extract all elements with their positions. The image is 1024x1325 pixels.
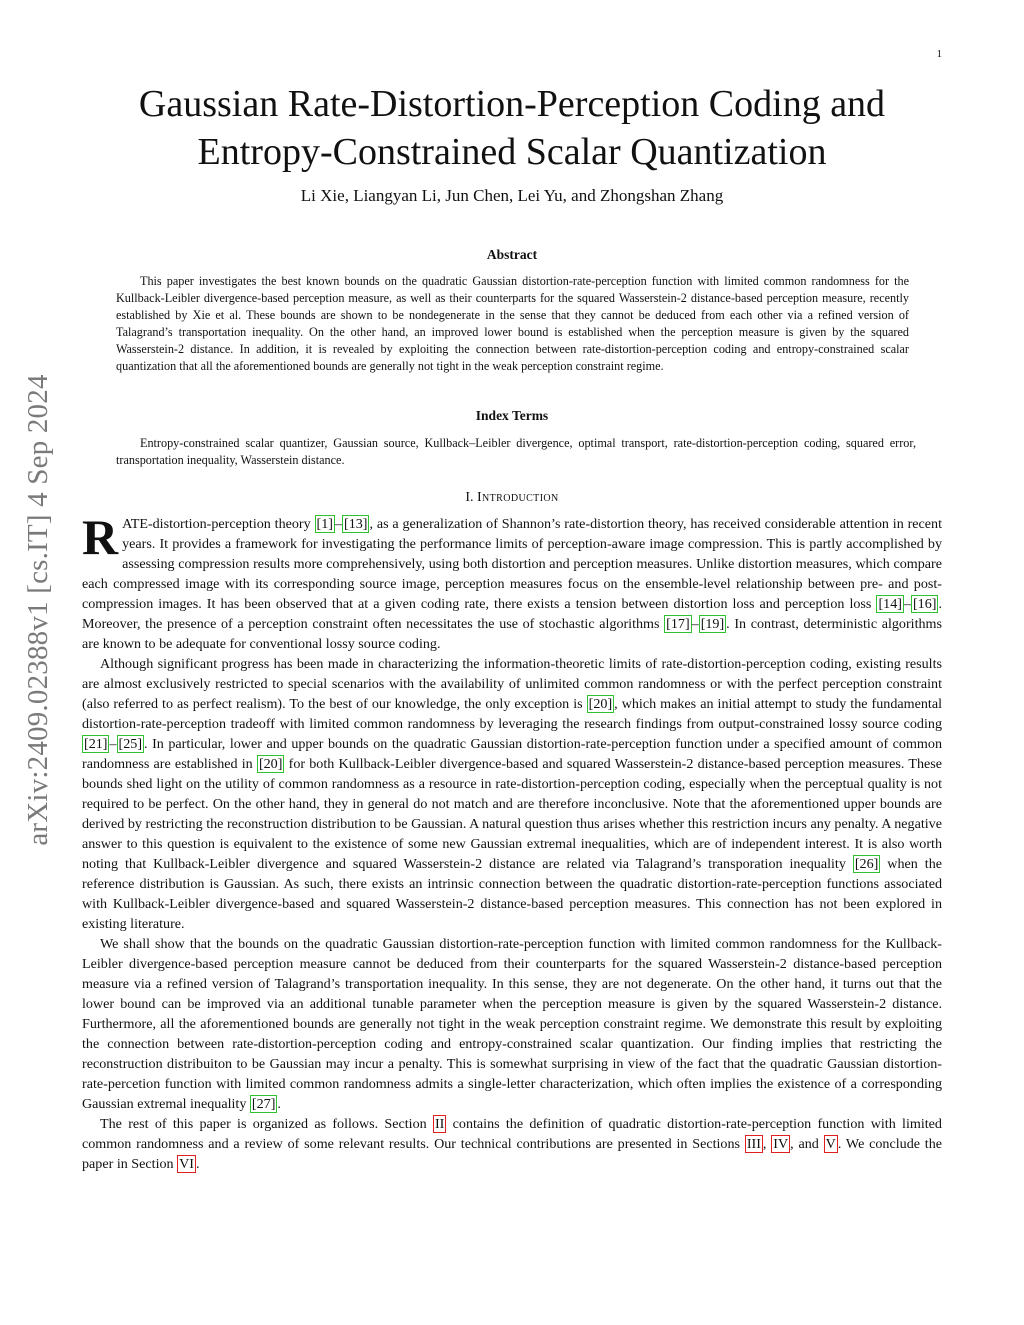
drop-cap: R xyxy=(82,509,119,565)
abstract-text: This paper investigates the best known bounds on the quadratic Gaussian distortion-rate-perception function with limited common randomness for the Kullback-Leibler divergence-based perception measure, as well as their counterparts for the squared Wasserstein-2 distance-based perception measure, recently established by Xie et al. These bounds are shown to be nondegenerate in the sense that they cannot be deduced from each other via a refined version of Talagrand’s transportation inequality. On the other hand, an improved lower bound is established when the perception measure is given by the squared Wasserstein-2 distance. In addition, it is revealed by exploiting the connection between rate-distortion-perception coding and entropy-constrained scalar quantization that all the aforementioned bounds are generally not tight in the weak perception constraint regime. xyxy=(116,274,909,373)
section-link[interactable]: II xyxy=(434,1116,445,1132)
citation-link[interactable]: [19] xyxy=(700,616,725,632)
text-run: Although significant progress has been made in characterizing the information-theoretic limits of rate-distortion-perception coding, existing results are almost exclusively restricted to special scenarios with the availability of unlimited common randomness or with the perfect perception constraint (also referred to as perfect realism). To the best of our knowledge, the only exception is xyxy=(82,656,942,712)
citation-link[interactable]: [20] xyxy=(588,696,613,712)
text-run: , as a generalization of Shannon’s rate-distortion theory, has received considerable attention in recent years. It provides a framework for investigating the performance limits of perception-aware image compression. This is partly accomplished by assessing compression results more comprehensively, using both distortion and perception measures. Unlike distortion measures, which compare each compressed image with its corresponding source image, perception measures focus on the ensemble-level relationship between pre- and post-compression images. It has been observed that at a given coding rate, there exists a tension between distortion loss and perception loss xyxy=(82,516,943,612)
intro-paragraph-1 xyxy=(82,509,943,654)
text-run: , which makes an initial attempt to study the fundamental distortion-rate-perception tradeoff with limited common randomness by leveraging the research findings from output-constrained lossy source coding xyxy=(82,696,942,732)
section-title: Introduction xyxy=(476,490,559,505)
citation-link[interactable]: [27] xyxy=(251,1096,276,1112)
index-terms-heading: Index Terms xyxy=(475,408,549,423)
introduction-body xyxy=(82,509,943,1174)
paper-title xyxy=(60,80,964,176)
section-link[interactable]: VI xyxy=(179,1156,194,1172)
text-run: when the reference distribution is Gaussian. As such, there exists an intrinsic connection between the quadratic distortion-rate-perception functions associated with Kullback-Leibler divergence-based and squared Wasserstein-2 distance-based perception measures. This connection has not been explored in existing literature. xyxy=(82,856,943,932)
text-run: The rest of this paper is organized as follows. Section xyxy=(100,1116,433,1132)
text-run: for both Kullback-Leibler divergence-based and squared Wasserstein-2 distance-based perception measures. These bounds shed light on the utility of common randomness as a resource in rate-distortion-perception coding, especially when the perceptual quality is not required to be perfect. On the other hand, they in general do not match and are therefore inconclusive. Note that the aforementioned upper bounds are derived by restricting the reconstruction distribution to be Gaussian. A natural question thus arises whether this restriction incurs any penalty. A negative answer to this question is equivalent to the existence of some new Gaussian extremal inequalities, which are of independent interest. It is also worth noting that Kullback-Leibler divergence and squared Wasserstein-2 distance are related via Talagrand’s transporation inequality xyxy=(82,756,942,872)
citation-link[interactable]: [16] xyxy=(912,596,937,612)
text-run: . xyxy=(195,1156,200,1172)
title-line-1: Gaussian Rate-Distortion-Perception Coding and xyxy=(138,83,886,125)
text-run: – xyxy=(903,596,911,612)
section-heading-introduction xyxy=(60,490,964,506)
intro-paragraph-4 xyxy=(82,1114,942,1174)
section-link[interactable]: V xyxy=(825,1136,836,1152)
text-run: . In contrast, deterministic algorithms are known to be adequate for conventional lossy source coding. xyxy=(82,616,942,652)
author-list: Li Xie, Liangyan Li, Jun Chen, Lei Yu, and Zhongshan Zhang xyxy=(300,186,724,205)
text-run: . Moreover, the presence of a perception constraint often necessitates the use of stochastic algorithms xyxy=(82,596,942,632)
citation-link[interactable]: [21] xyxy=(84,736,108,752)
section-link[interactable]: III xyxy=(746,1136,761,1152)
text-run: – xyxy=(334,516,342,532)
text-run: – xyxy=(691,616,699,632)
text-run: contains the definition of quadratic distortion-rate-perception function with limited common randomness and a review of some relevant results. Our technical contributions are presented in Sections xyxy=(82,1116,942,1152)
section-number: I. xyxy=(465,490,477,505)
text-run: We shall show that the bounds on the quadratic Gaussian distortion-rate-perception function with limited common randomness for the Kullback-Leibler divergence-based perception measure cannot be deduced from their counterparts for the squared Wasserstein-2 distance-based perception measure via a refined version of Talagrand’s transportation inequality. In this sense, they are not degenerate. On the other hand, it turns out that the lower bound can be improved via an additional tunable parameter when the perception measure is given by the squared Wasserstein-2 distance. Furthermore, all the aforementioned bounds are generally not tight in the weak perception constraint regime. We demonstrate this result by exploiting the connection between rate-distortion-perception coding and entropy-constrained scalar quantization. Our finding implies that restricting the reconstruction distribuiton to be Gaussian may incur a penalty. This is somewhat surprising in view of the fact that the quadratic Gaussian distortion-rate-percetion function with limited common randomness admits a single-letter characterization, which often implies the existence of a corresponding Gaussian extremal inequality xyxy=(82,936,942,1112)
page-number: 1 xyxy=(936,48,942,60)
citation-link[interactable]: [17] xyxy=(666,616,690,632)
text-run: ATE-distortion-perception theory xyxy=(122,516,315,532)
abstract-heading: Abstract xyxy=(486,247,538,262)
title-line-2: Entropy-Constrained Scalar Quantization xyxy=(197,131,827,173)
citation-link[interactable]: [20] xyxy=(258,756,283,772)
section-link[interactable]: IV xyxy=(773,1136,789,1152)
intro-paragraph-2 xyxy=(82,654,942,934)
index-terms-text: Entropy-constrained scalar quantizer, Gaussian source, Kullback–Leibler divergence, optimal transport, rate-distortion-perception coding, squared error, transportation inequality, Wasserstein distance. xyxy=(116,436,916,467)
text-run: . In particular, lower and upper bounds on the quadratic Gaussian distortion-rate-perception function under a specified amount of common randomness are established in xyxy=(82,736,942,772)
citation-link[interactable]: [1] xyxy=(316,516,333,532)
intro-paragraph-3 xyxy=(82,934,942,1114)
citation-link[interactable]: [25] xyxy=(118,736,143,752)
text-run: , and xyxy=(790,1136,824,1152)
arxiv-stamp: arXiv:2409.02388v1 [cs.IT] 4 Sep 2024 xyxy=(22,374,54,846)
text-run: – xyxy=(109,736,117,752)
text-run: , xyxy=(762,1136,772,1152)
citation-link[interactable]: [13] xyxy=(344,516,368,532)
citation-link[interactable]: [14] xyxy=(878,596,902,612)
text-run: . We conclude the paper in Section xyxy=(82,1136,943,1172)
citation-link[interactable]: [26] xyxy=(854,856,879,872)
text-run: . xyxy=(277,1096,281,1112)
